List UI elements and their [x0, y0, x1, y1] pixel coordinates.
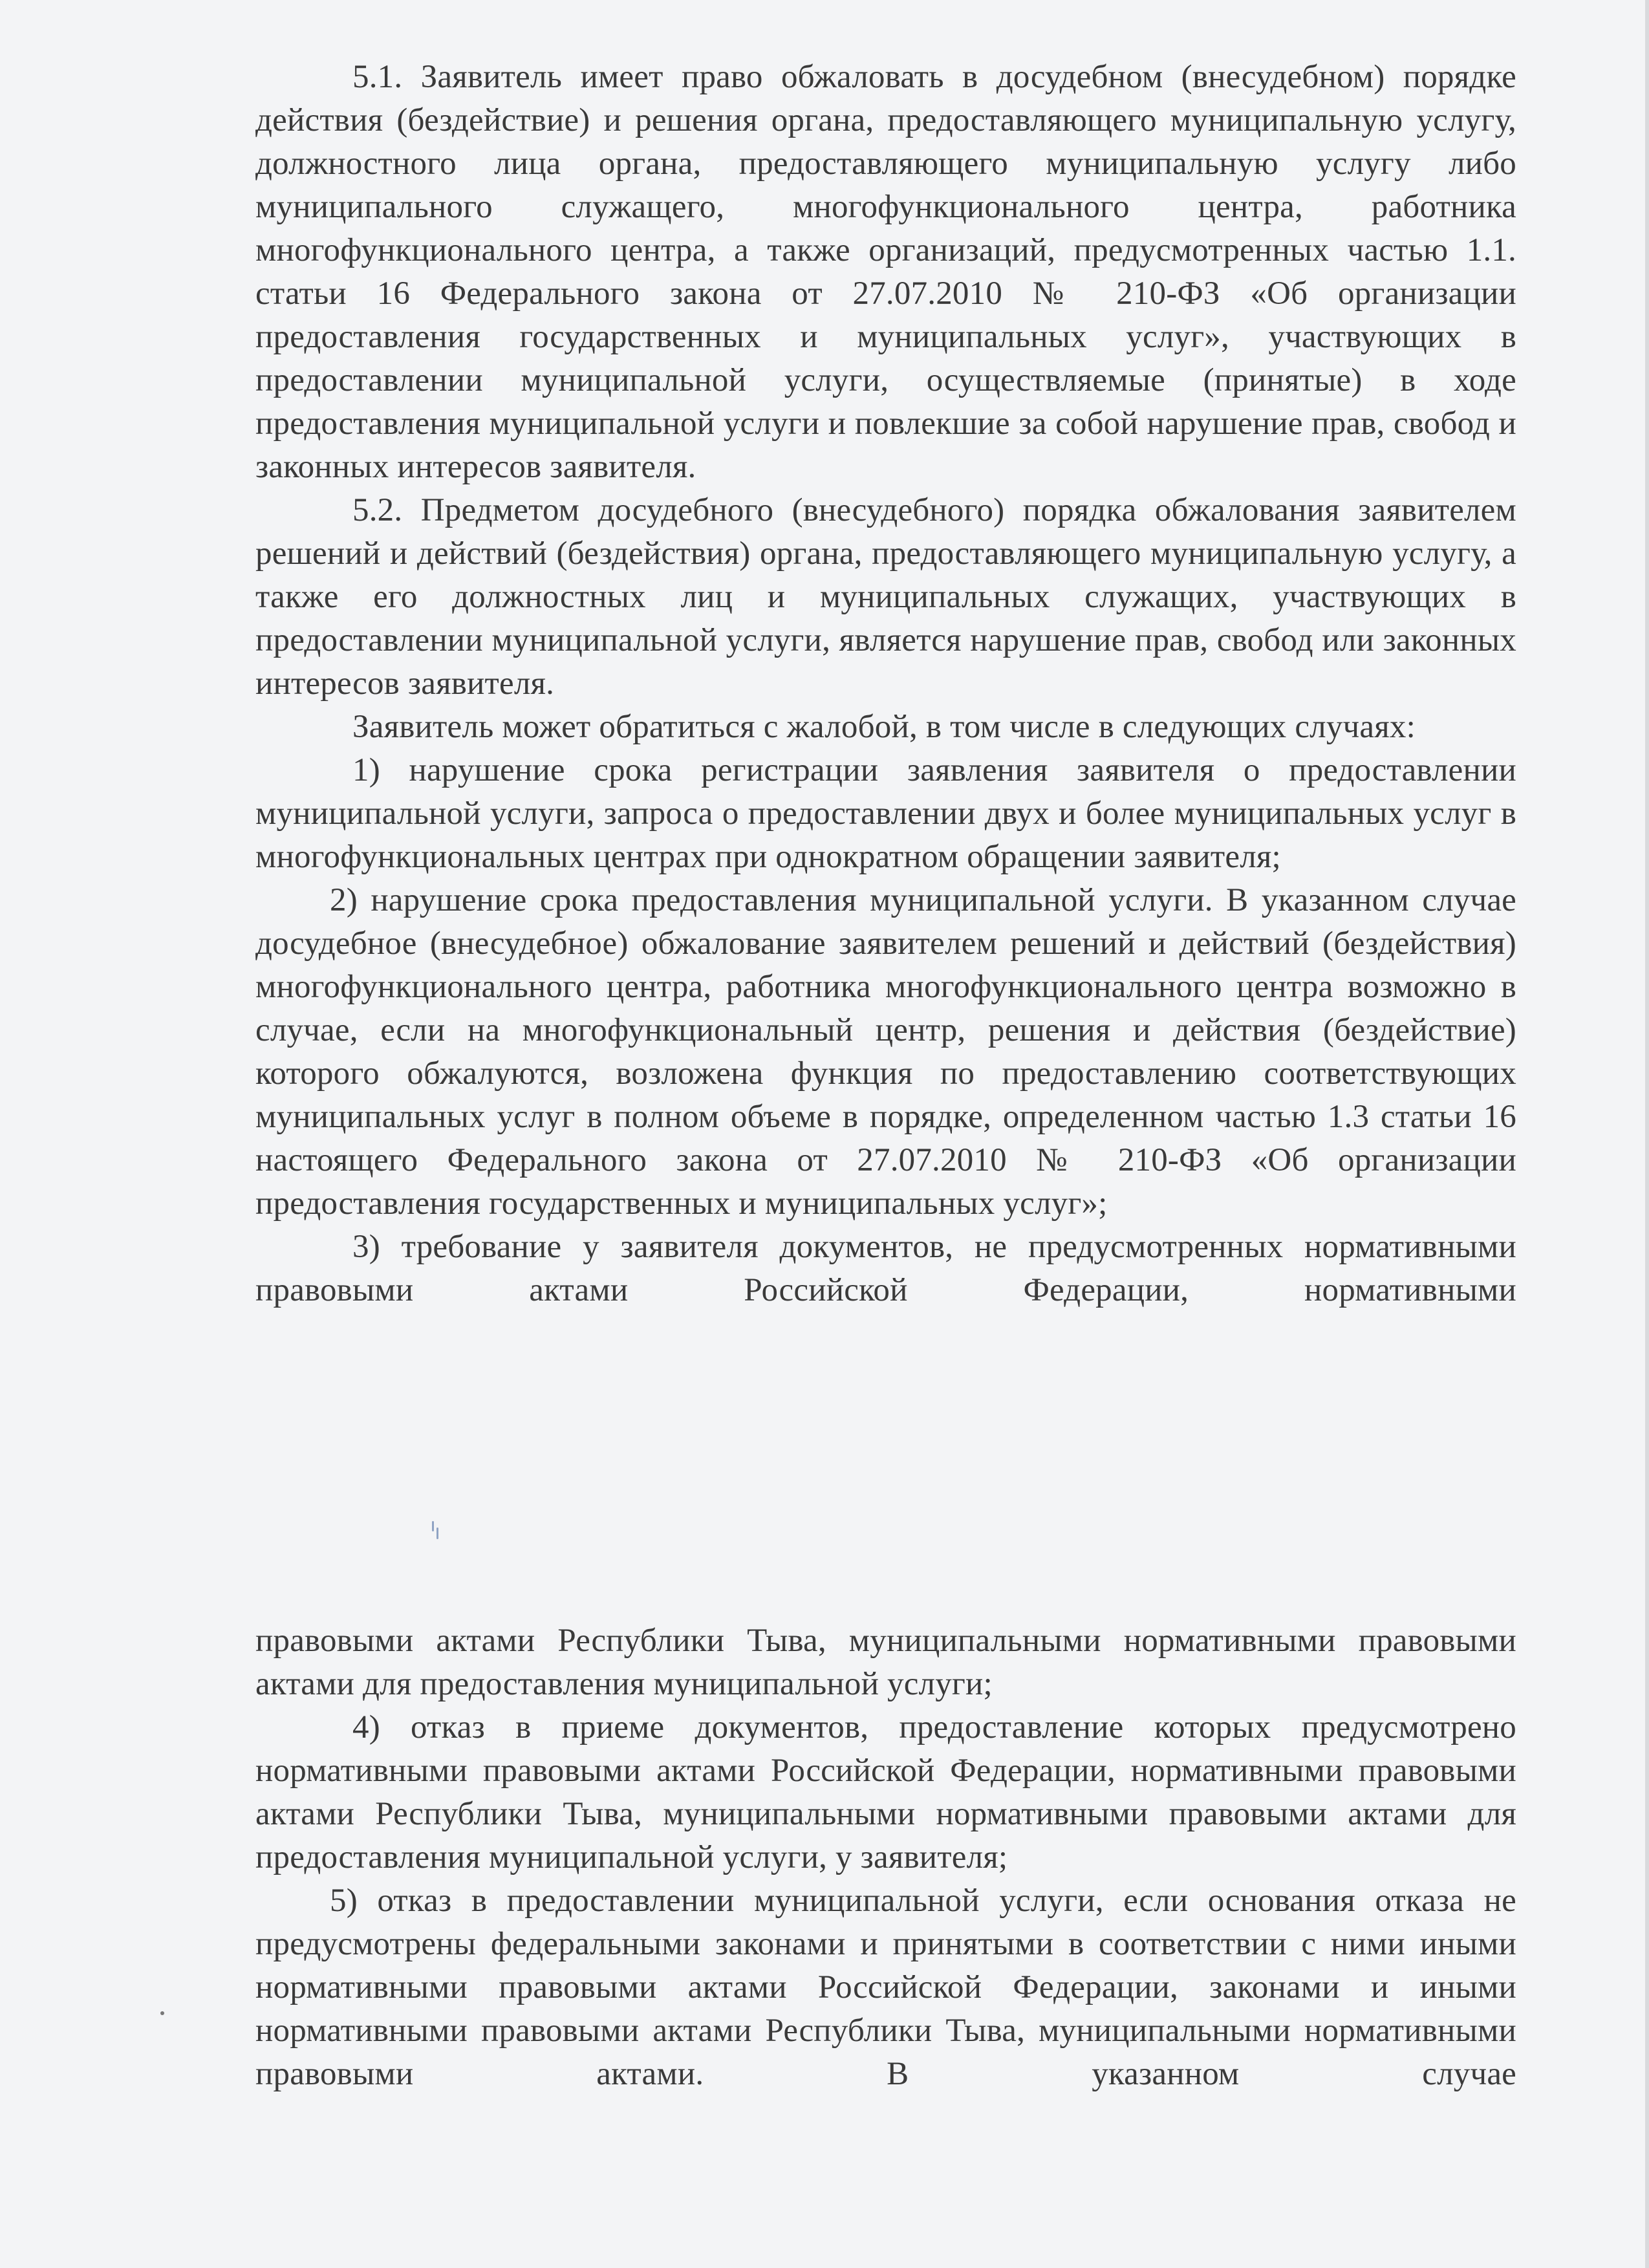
text-block-bottom [255, 1619, 1516, 2096]
paragraph-5-2: 5.2. Предметом досудебного (внесудебного) порядка обжалования заявителем решений и действий (бездействия) органа, предоставляющего муниципальную услугу, а также его должностных лиц и муниципальных служащих, участвующих в предоставлении муниципальной услуги, является нарушение прав, свобод или законных интересов заявителя. [255, 492, 1516, 702]
list-item-3-start: 3) требование у заявителя документов, не предусмотренных нормативными правовыми актами Российской Федерации, нормативными [255, 1229, 1516, 1308]
ink-speck [432, 1521, 438, 1540]
text-block-top [255, 56, 1516, 1312]
paragraph-cases-intro: Заявитель может обратиться с жалобой, в том числе в следующих случаях: [352, 709, 1416, 745]
page-edge [1645, 0, 1649, 2268]
list-item-1: 1) нарушение срока регистрации заявления заявителя о предоставлении муниципальной услуги, запроса о предоставлении двух и более муниципальных услуг в многофункциональных центрах при однократном обращении заявителя; [255, 752, 1516, 875]
list-item-2: 2) нарушение срока предоставления муниципальной услуги. В указанном случае досудебное (внесудебное) обжалование заявителем решений и действий (бездействия) многофункционального центра, работника многофункционального центра возможно в случае, если на многофункциональный центр, решения и действия (бездействие) которого обжалуются, возложена функция по предоставлению соответствующих муниципальных услуг в полном объеме в порядке, определенном частью 1.3 статьи 16 настоящего Федерального закона от 27.07.2010 № 210-ФЗ «Об организации предоставления государственных и муниципальных услуг»; [255, 882, 1516, 1222]
margin-dot [160, 2011, 164, 2015]
paragraph-5-1: 5.1. Заявитель имеет право обжаловать в досудебном (внесудебном) порядке действия (бездействие) и решения органа, предоставляющего муниципальную услугу, должностного лица органа, предоставляющего муниципальную услугу либо муниципального служащего, многофункционального центра, работника многофункционального центра, а также организаций, предусмотренных частью 1.1. статьи 16 Федерального закона от 27.07.2010 № 210-ФЗ «Об организации предоставления государственных и муниципальных услуг», участвующих в предоставлении муниципальной услуги, осуществляемые (принятые) в ходе предоставления муниципальной услуги и повлекшие за собой нарушение прав, свобод и законных интересов заявителя. [255, 59, 1516, 485]
list-item-4: 4) отказ в приеме документов, предоставление которых предусмотрено нормативными правовыми актами Российской Федерации, нормативными правовыми актами Республики Тыва, муниципальными нормативными правовыми актами для предоставления муниципальной услуги, у заявителя; [255, 1709, 1516, 1875]
list-item-5-start: 5) отказ в предоставлении муниципальной услуги, если основания отказа не предусмотрены федеральными законами и принятыми в соответствии с ними иными нормативными правовыми актами Российской Федерации, законами и иными нормативными правовыми актами Республики Тыва, муниципальными нормативными правовыми актами. В указанном случае [255, 1883, 1516, 2092]
list-item-3-continued: правовыми актами Республики Тыва, муниципальными нормативными правовыми актами для предоставления муниципальной услуги; [255, 1623, 1516, 1702]
